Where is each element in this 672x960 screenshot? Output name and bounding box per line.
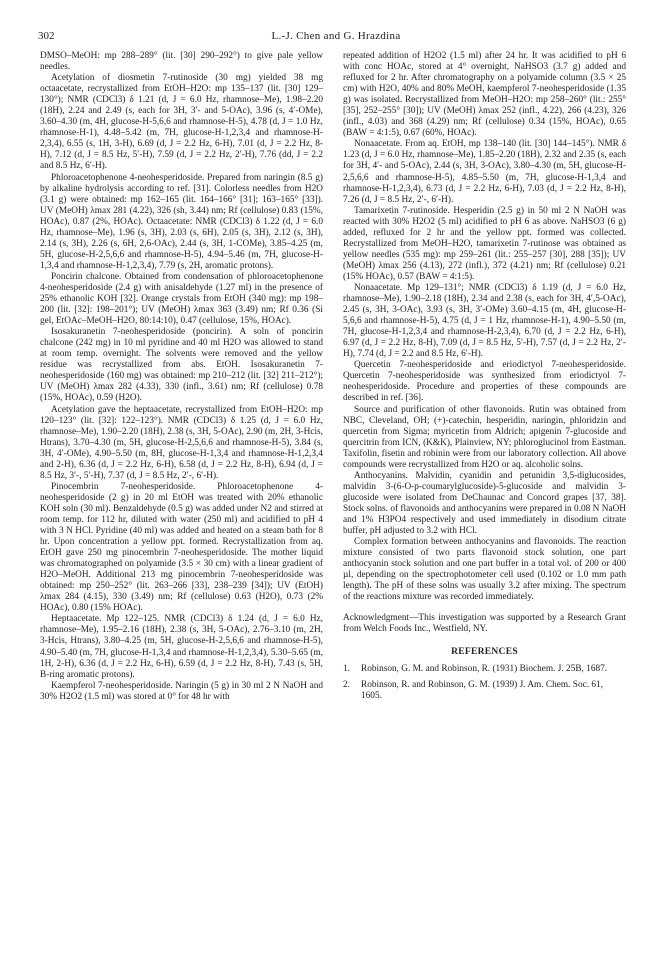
paragraph: Kaempferol 7-neohesperidoside. Naringin (5 g) in 30 ml 2 N NaOH and 30% H2O2 (1.5 ml) was stored at 0° for 48 hr with xyxy=(40,680,323,702)
running-title: L.-J. Chen and G. Hrazdina xyxy=(271,30,401,42)
paragraph: repeated addition of H2O2 (1.5 ml) after 24 hr. It was acidified to pH 6 with conc HOAc, stored at 4° overnight, NaHSO3 (3.7 g) added and refluxed for 2 hr. After chromatography on a polyamide column (3.5 × 25 cm) with H2O, 40% and 80% MeOH, kaempferol 7-neohesperidoside (1.35 g) was isolated. Recrystallized from MeOH–H2O: mp 258–260° (lit.: 255° [35], 252–255° [30]); UV (MeOH) λmax 252 (infl., 4.22), 266 (4.23), 326 (infl., 4.03) and 368 (4.29) nm; Rf (cellulose) 0.34 (15%, HOAc), 0.65 (BAW = 4:1:5), 0.67 (60%, HOAc). xyxy=(343,51,626,139)
paragraph: Phloroacetophenone 4-neohesperidoside. Prepared from naringin (8.5 g) by alkaline hydrolysis according to ref. [31]. Colorless needles from H2O (3.1 g) were obtained: mp 162–165 (lit. 164–166° [31]; 163–165° [33]). UV (MeOH) λmax 281 (4.22), 326 (sh, 3.44) nm; Rf (cellulose) 0.83 (15%, HOAc), 0.87 (2%, HOAc). Octaacetate: NMR (CDCl3) δ 1.22 (d, J = 6.0 Hz, rhamnose–Me), 1.96 (s, 3H), 2.03 (s, 6H), 2.05 (s, 3H), 2.12 (s, 3H), 2.14 (s, 3H), 2.26 (s, 6H, 2,6-OAc), 2.44 (s, 3H, 1-COMe), 3.85–4.25 (m, 5H, glucose-H-2,5,6,6 and rhamnose-H-5), 4.94–5.46 (m, 7H, glucose-H-1,3,4 and rhamnose-H-1,2,3,4), 7.79 (s, 2H, aromatic protons). xyxy=(40,172,323,271)
paragraph: Source and purification of other flavonoids. Rutin was obtained from NBC, Cleveland, OH; (+)-catechin, hesperidin, naringin, phloridzin and quercetin from Sigma; myricetin from Aldrich; apigenin 7-glucoside and quercitrin from ICN, (K&K), Plainview, NY; phloroglucinol from Eastman. Taxifolin, fisetin and robinin were from our laboratory collection. All above compounds were recrystallized from H2O or aq. alcoholic solns. xyxy=(343,404,626,470)
paragraph: Nonaacetate. From aq. EtOH, mp 138–140 (lit. [30] 144–145°). NMR δ 1.23 (d, J = 6.0 Hz, rhamnose–Me), 1.85–2.20 (18H), 2.32 and 2.35 (s, each for 3H, 4′- and 5-OAc), 2.44 (s, 3H, 3-OAc), 3.80–4.30 (m, 5H, glucose-H-2,5,6,6 and rhamnose-H-5), 4.85–5.50 (m, 7H, glucose-H-1,3,4 and rhamnose-H-1,2,3,4), 6.73 (d, J = 2.2 Hz, 6-H), 7.03 (d, J = 2.2 Hz, 8-H), 7.26 (d, J = 8.5 Hz, 2′-, 6′-H). xyxy=(343,139,626,205)
paragraph: Complex formation between anthocyanins and flavonoids. The reaction mixture consisted of two parts flavonoid stock solution, one part anthocyanin stock solution and one part buffer in a total vol. of 200 or 400 µl, depending on the spectrophotometer cell used (0.102 or 1.0 mm path length). The pH of these solns was usually 3.2 after mixing. The spectrum of the reactions mixture was recorded immediately. xyxy=(343,537,626,603)
reference-number: 2. xyxy=(343,679,350,690)
reference-item xyxy=(343,680,626,702)
reference-text: Robinson, G. M. and Robinson, R. (1931) Biochem. J. 25B, 1687. xyxy=(361,664,608,675)
page-number: 302 xyxy=(38,30,55,42)
paragraph: Anthocyanins. Malvidin, cyanidin and petunidin 3,5-diglucosides, malvidin 3-(6-O-p-coumarylglucoside)-5-glucoside and malvidin 3-glucoside were isolated from DeChaunac and Concord grapes [37, 38]. Stock solns. of flavonoids and anthocyanins were prepared in 0.08 N NaOH and 1% H3PO4 respectively and used immediately in disodium citrate buffer, pH adjusted to 3.2 with HCl. xyxy=(343,470,626,537)
paragraph: Poncirin chalcone. Obtained from condensation of phloroacetophenone 4-neohesperidoside (2.4 g) with anisaldehyde (1.27 ml) in the presence of 25% ethanolic KOH [32]. Orange crystals from EtOH (340 mg): mp 198–200 (lit. [32]: 198–201°); UV (MeOH) λmax 363 (3.49) nm; Rf 0.36 (Si gel, EtOAc–MeOH–H2O, 80:14:10), 0.47 (cellulose, 15%, HOAc). xyxy=(40,271,323,327)
left-column xyxy=(40,51,323,703)
paragraph: Tamarixetin 7-rutinoside. Hesperidin (2.5 g) in 50 ml 2 N NaOH was reacted with 30% H2O2 (5 ml) acidified to pH 6 as above. NaHSO3 (6 g) added, refluxed for 2 hr and the yellow ppt. formed was collected. Recrystallized from MeOH–H2O, tamarixetin 7-rutinose was obtained as yellow needles (535 mg): mp 259–261 (lit.: 255–257 [30], 288 [35]); UV (MeOH) λmax 256 (4.13), 272 (infl.), 372 (4.21) nm; Rf (cellulose) 0.21 (15% HOAc), 0.57 (BAW = 4:1:5). xyxy=(343,205,626,282)
paragraph: Pinocembrin 7-neohesperidoside. Phloroacetophenone 4-neohesperidoside (2 g) in 20 ml EtOH was treated with 20% ethanolic KOH soln (30 ml). Benzaldehyde (0.5 g) was added under N2 and stirred at room temp. for 112 hr, diluted with water (250 ml) and acidified to pH 4 with 3 N HCl. Pyridine (40 ml) was added and heated on a steam bath for 8 hr. Upon concentration a yellow ppt. formed. Recrystallization from aq. EtOH gave 250 mg pinocembrin 7-neohesperidoside. The mother liquid was chromatographed on polyamide (3.5 × 30 cm) with a linear gradient of H2O–MeOH. Additional 213 mg pinocembrin 7-neohesperidoside was obtained: mp 250–252° (lit. 263–266 [33], 238–239 [34]); UV (EtOH) λmax 284 (4.15), 330 (3.49) nm; Rf (cellulose) 0.63 (H2O), 0.73 (2% HOAc), 0.80 (15% HOAc). xyxy=(40,481,323,614)
paragraph: Nonaacetate. Mp 129–131°; NMR (CDCl3) δ 1.19 (d, J = 6.0 Hz, rhamnose–Me), 1.90–2.18 (18H), 2.34 and 2.38 (s, each for 3H, 4′,5-OAc), 2.45 (s, 3H, 3-OAc), 3.93 (s, 3H, 3′-OMe) 3.60–4.15 (m, 4H, glucose-H-5,6,6 and rhamnose-H-5), 4.75 (d, J = 1 Hz, rhamnose-H-1), 4.90–5.50 (m, 7H, glucose-H-1,2,3,4 and rhamnose-H-2,3,4), 6.70 (d, J = 2.2 Hz, 6-H), 6.97 (d, J = 2.2 Hz, 8-H), 7.09 (d, J = 8.5 Hz, 5′-H), 7.57 (d, J = 2.2 Hz, 2′-H), 7.74 (d, J = 2.2 and 8.5 Hz, 6′-H). xyxy=(343,282,626,360)
paragraph: DMSO–MeOH: mp 288–289° (lit. [30] 290–292°) to give pale yellow needles. xyxy=(40,51,323,73)
right-column xyxy=(343,51,626,702)
paragraph: Quercetin 7-neohesperidoside and eriodictyol 7-neohesperidoside. Quercetin 7-neohesperidoside was synthesized from eriodictyol 7-neohesperidoside. Procedure and properties of these compounds are described in ref. [36]. xyxy=(343,360,626,404)
paragraph: Acetylation gave the heptaacetate, recrystallized from EtOH–H2O: mp 120–123° (lit. [32]: 122–123°). NMR (CDCl3) δ 1.25 (d, J = 6.0 Hz, rhamnose–Me), 1.90–2.20 (18H), 2.38 (s, 3H, 5-OAc), 2.90 (m, 2H, 3-Hcis, Htrans), 3.70–4.30 (m, 5H, glucose-H-2,5,6,6 and rhamnose-H-5), 3.84 (s, 3H, 4′-OMe), 4.90–5.50 (m, 8H, glucose-H-1,3,4 and rhamnose-H-1,2,3,4 and 2-H), 6.36 (d, J = 2.2 Hz, 6-H), 6.58 (d, J = 2.2 Hz, 8-H), 6.94 (d, J = 8.5 Hz, 3′-, 5′-H), 7.37 (d, J = 8.5 Hz, 2′-, 6′-H). xyxy=(40,404,323,481)
reference-text: Robinson, R. and Robinson, G. M. (1939) J. Am. Chem. Soc. 61, 1605. xyxy=(361,679,603,701)
paragraph: Acetylation of diosmetin 7-rutinoside (30 mg) yielded 38 mg octaacetate, recrystallized from EtOH–H2O: mp 135–137 (lit. [30] 129–130°); NMR (CDCl3) δ 1.21 (d, J = 6.0 Hz, rhamnose–Me), 1.98–2.20 (18H), 2.24 and 2.49 (s, each for 3H, 3′- and 5-OAc), 3.96 (s, 4′-OMe), 3.60–4.30 (m, 4H, glucose-H-5,6,6 and rhamnose-H-5), 4.78 (d, J = 1.0 Hz, rhamnose-H-1), 4.48–5.42 (m, 7H, glucose-H-1,2,3,4 and rhamnose-H-2,3,4), 6.55 (s, 1H, 3-H), 6.69 (d, J = 2.2 Hz, 6-H), 7.01 (d, J = 2.2 Hz, 8-H), 7.12 (d, J = 8.5 Hz, 5′-H), 7.59 (d, J = 2.2 Hz, 2′-H), 7.76 (dd, J = 2.2 and 8.5 Hz, 6′-H). xyxy=(40,73,323,172)
references-heading: REFERENCES xyxy=(451,647,518,658)
acknowledgment: Acknowledgment—This investigation was supported by a Research Grant from Welch Foods Inc., Westfield, NY. xyxy=(343,613,626,635)
reference-number: 1. xyxy=(343,664,350,675)
paragraph: Heptaacetate. Mp 122–125. NMR (CDCl3) δ 1.24 (d, J = 6.0 Hz, rhamnose–Me), 1.95–2.16 (18H), 2.38 (s, 3H, 5-OAc), 2.76–3.10 (m, 2H, 3-Hcis, Htrans), 3.80–4.25 (m, 5H, glucose-H-2,5,6,6 and rhamnose-H-5), 4.90–5.40 (m, 7H, glucose-H-1,3,4 and rhamnose-H-1,2,3,4), 5.30–5.65 (m, 1H, 2-H), 6.36 (d, J = 2.2 Hz, 6-H), 6.59 (d, J = 2.2 Hz, 8-H), 7.43 (s, 5H, B-ring aromatic protons). xyxy=(40,614,323,680)
paragraph: Isosakuranetin 7-neohesperidoside (poncirin). A soln of poncirin chalcone (242 mg) in 10 ml pyridine and 40 ml H2O was allowed to stand at room temp. overnight. The solvents were removed and the yellow residue was recrystallized from abs. EtOH. Isosakuranetin 7-neohesperidoside (160 mg) was obtained: mp 210–212 (lit. [32] 211–212°); UV (MeOH) λmax 282 (4.33), 330 (infl., 3.61) nm; Rf (cellulose) 0.78 (15%, HOAc), 0.59 (H2O). xyxy=(40,327,323,404)
reference-item xyxy=(343,664,626,675)
